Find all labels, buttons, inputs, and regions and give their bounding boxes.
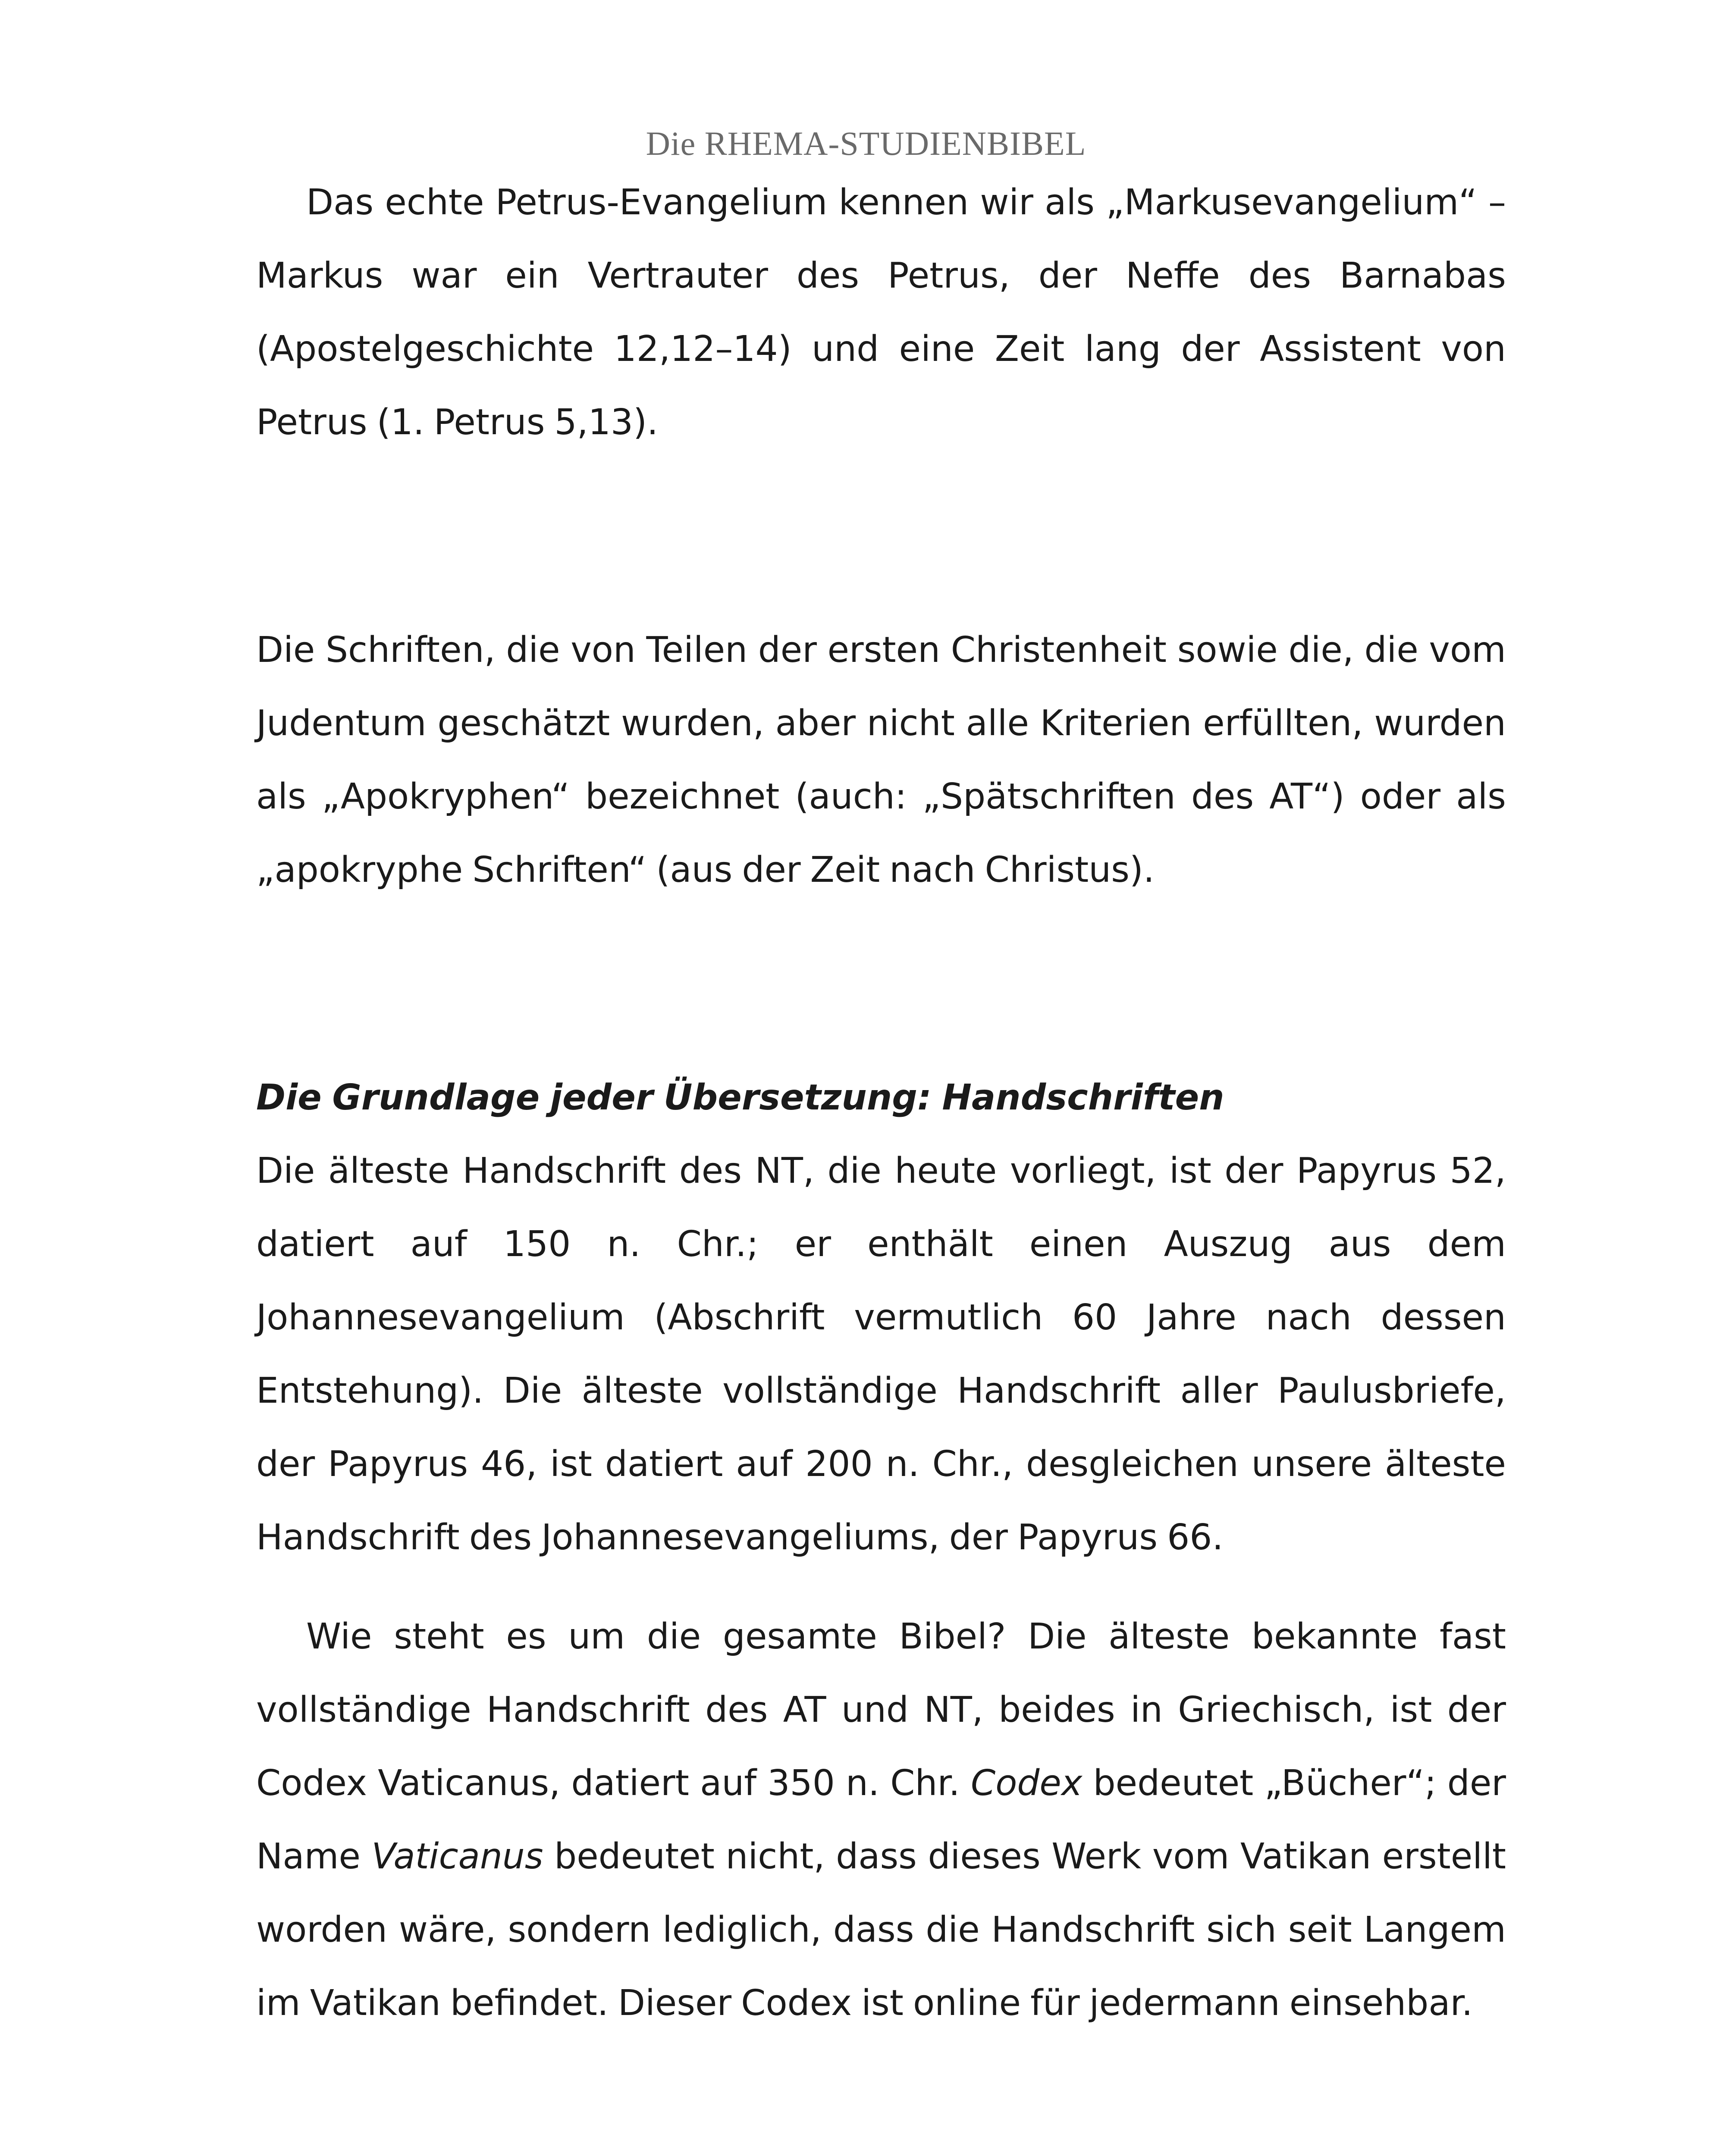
vaticanus-term: Vaticanus [371,1836,543,1877]
running-header: Die RHEMA-STUDIENBIBEL [646,125,1086,162]
page-body [256,166,1506,2040]
codex-text-2: bedeutet „Bücher“; der Name [256,1763,1506,1877]
codex-text-3: bedeutet nicht, dass dieses Werk vom Vatikan erstellt worden wäre, sondern lediglich, dass die Handschrift sich seit Langem im Vatikan befindet. Dieser Codex ist online für jedermann einsehbar. [256,1836,1506,2024]
section-heading: Die Grundlage jeder Übersetzung: Handschriften [256,1077,1224,1118]
paragraph-codex-vaticanus [256,1600,1506,2040]
paragraph-apokryphen: Die Schriften, die von Teilen der ersten Christenheit sowie die, die vom Judentum geschätzt wurden, aber nicht alle Kriterien erfüllten, wurden als „Apokryphen“ bezeichnet (auch: „Spätschriften des AT“) oder als „apokryphe Schriften“ (aus der Zeit nach Christus). [256,630,1506,890]
paragraph-papyri: Die älteste Handschrift des NT, die heute vorliegt, ist der Papyrus 52, datiert auf 150 n. Chr.; er enthält einen Auszug aus dem Johannesevangelium (Abschrift vermutlich 60 Jahre nach dessen Entstehung). Die älteste vollständige Handschrift aller Paulusbriefe, der Papyrus 46, ist datiert auf 200 n. Chr., desgleichen unsere älteste Handschrift des Johannesevangeliums, der Papyrus 66. [256,1150,1506,1558]
codex-term: Codex [970,1763,1082,1804]
codex-text-1: Wie steht es um die gesamte Bibel? Die älteste bekannte fast vollständige Handschrift des AT und NT, beides in Griechisch, ist der Codex Vaticanus, datiert auf 350 n. Chr. [256,1616,1506,1804]
paragraph-markus: Das echte Petrus-Evangelium kennen wir als „Markusevangelium“ – Markus war ein Vertrauter des Petrus, der Neffe des Barnabas (Apostelgeschichte 12,12–14) und eine Zeit lang der Assistent von Petrus (1. Petrus 5,13). [256,182,1506,443]
